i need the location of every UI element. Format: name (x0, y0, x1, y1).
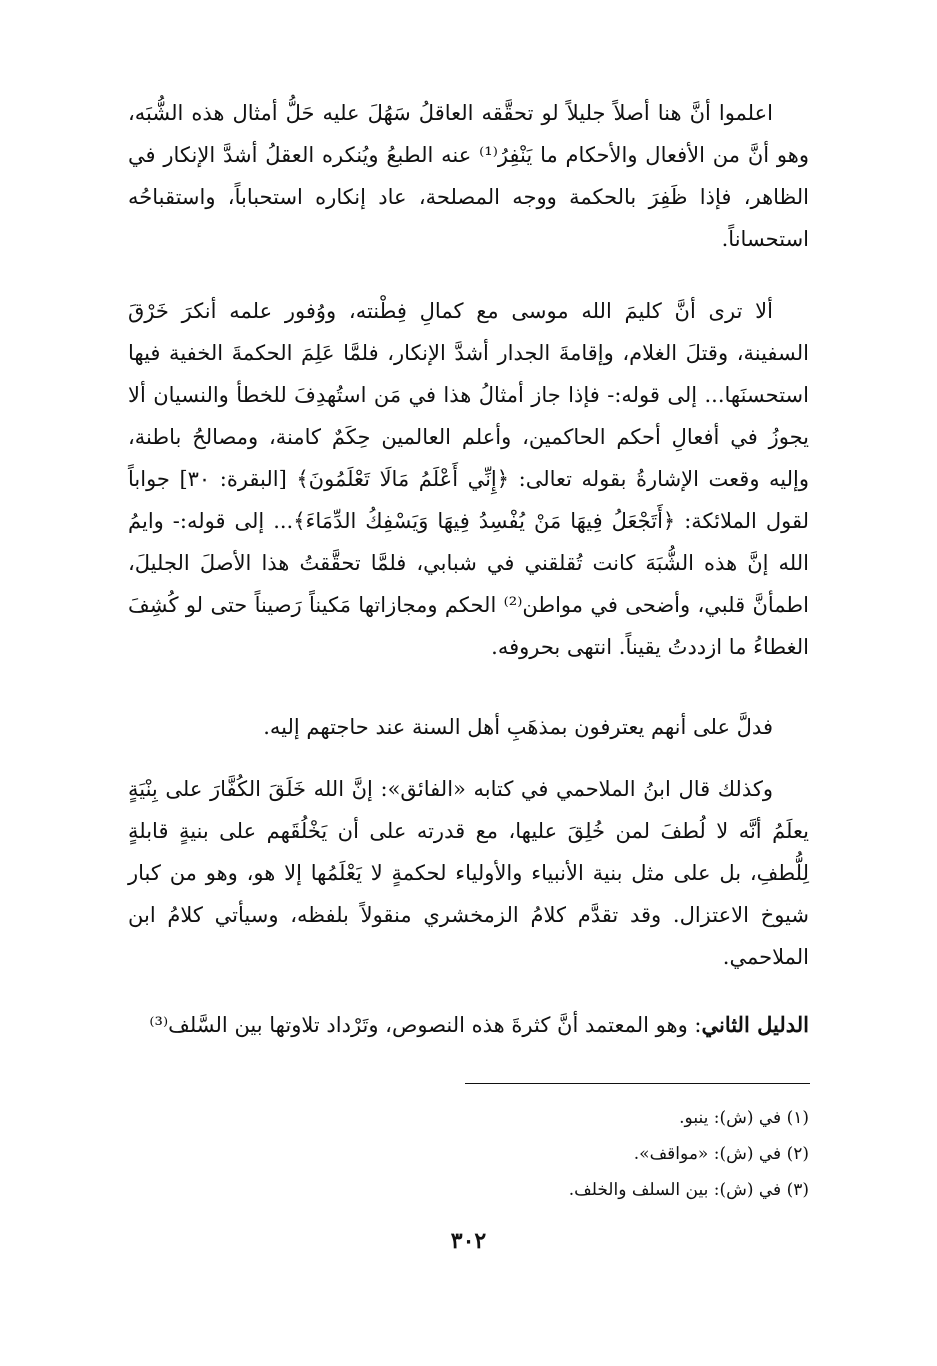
section-label: الدليل الثاني (701, 1012, 809, 1037)
footnotes (128, 1100, 809, 1208)
paragraph-1-text: اعلموا أنَّ هنا أصلاً جليلاً لو تحقَّقه العاقلُ سَهُلَ عليه حَلُّ أمثال هذه الشُّبَه، وهو أنَّ من الأفعال والأحكام ما يَنْفِرُ⁽¹⁾ عنه الطبعُ ويُنكره العقلُ أشدَّ الإنكار في الظاهر، فإذا ظَفِرَ بالحكمة ووجه المصلحة، عاد إنكاره استحباباً، واستقباحُه استحساناً. (128, 101, 809, 251)
paragraph-4-text: وكذلك قال ابنُ الملاحمي في كتابه «الفائق»: إنَّ الله خَلَقَ الكُفَّارَ على بِنْيَةٍ يعلَمُ أنَّه لا لُطفَ لمن خُلِقَ عليها، مع قدرته على أن يَخْلُقَهم على بنيةٍ قابلةٍ لِلُّطفِ، بل على مثل بنية الأنبياء والأولياء لحكمةٍ لا يَعْلَمُها إلا هو، وهو من كبار شيوخ الاعتزال. وقد تقدَّم كلامُ الزمخشري منقولاً بلفظه، وسيأتي كلامُ ابن الملاحمي. (128, 777, 809, 969)
footnote: (٣) في (ش): بين السلف والخلف. (568, 1180, 809, 1200)
footnote: (٢) في (ش): «مواقف». (633, 1144, 809, 1164)
paragraph-4 (128, 768, 809, 978)
paragraph-5 (128, 1004, 809, 1046)
footnote-separator (465, 1083, 810, 1084)
paragraph-3-text: فدلَّ على أنهم يعترفون بمذهَبِ أهل السنة عند حاجتهم إليه. (263, 715, 773, 739)
page-number: ٣٠٢ (450, 1228, 487, 1254)
paragraph-5-text (128, 1004, 809, 1046)
footnote: (١) في (ش): ينبو. (679, 1108, 809, 1128)
paragraph-5-body: : وهو المعتمد أنَّ كثرةَ هذه النصوص، وتَرْداد تلاوتها بين السَّلف⁽³⁾ (149, 1013, 702, 1037)
paragraph-2-text: ألا ترى أنَّ كليمَ الله موسى مع كمالِ فِطْنته، ووُفور علمه أنكرَ خَرْقَ السفينة، وقتلَ الغلام، وإقامةَ الجدار أشدَّ الإنكار، فلمَّا عَلِمَ الحكمةَ الخفية فيها استحسنَها... إلى قوله:- فإذا جاز أمثالُ هذا في مَن استُهدِفَ للخطأ والنسيان ألا يجوزُ في أفعالِ أحكم الحاكمين، وأعلم العالمين حِكَمٌ كامنة، ومصالحُ باطنة، وإليه وقعت الإشارةُ بقوله تعالى: ﴿إِنِّي أَعْلَمُ مَالَا تَعْلَمُونَ﴾ [البقرة: ٣٠] جواباً لقول الملائكة: ﴿أَتَجْعَلُ فِيهَا مَنْ يُفْسِدُ فِيهَا وَيَسْفِكُ الدِّمَاءَ﴾... إلى قوله:- وايمُ الله إنَّ هذه الشُّبَهَ كانت تُقلقني في شبابي، فلمَّا تحقَّقتُ هذا الأصلَ الجليلَ، اطمأنَّ قلبي، وأضحى في مواطن⁽²⁾ الحكم ومجازاتها مَكيناً رَصيناً حتى لو كُشِفَ الغطاءُ ما ازددتُ يقيناً. انتهى بحروفه. (128, 299, 809, 659)
paragraph-3 (128, 706, 809, 748)
paragraph-1 (128, 92, 809, 260)
paragraph-2 (128, 290, 809, 668)
